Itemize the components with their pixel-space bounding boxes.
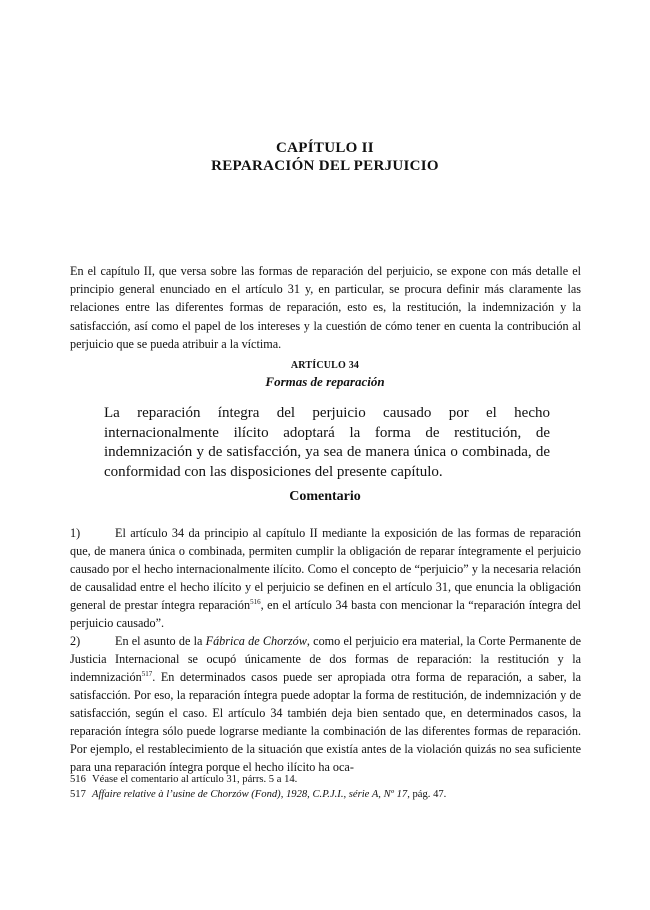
paragraph-text: , en el artículo 34 basta con mencionar la “reparación íntegra del perjuicio causado”. <box>70 598 582 630</box>
article-number: ARTÍCULO 34 <box>290 360 360 371</box>
commentary-paragraph-2 <box>70 632 581 776</box>
paragraph-text: El artículo 34 da principio al capítulo II mediante la exposición de las formas de reparación que, de manera única o combinada, permiten cumplir la obligación de reparar íntegramente el perjuicio causado por el hecho internacionalmente ilícito. Como el concepto de “perjuicio” y la necesaria relación de causalidad entre el hecho ilícito y el perjuicio se definen en el artículo 31, que enuncia la obligación general de prestar íntegra reparación <box>70 526 581 612</box>
footnote-ref[interactable]: 517 <box>141 669 153 678</box>
article-text: La reparación íntegra del perjuicio causado por el hecho internacionalmente ilícito adoptará la forma de restitución, de indemnización y de satisfacción, ya sea de manera única o combinada, de conformidad con las disposiciones del presente capítulo. <box>104 405 550 480</box>
paragraph-text: En el asunto de la <box>115 634 206 648</box>
paragraph-number: 1) <box>70 526 81 540</box>
paragraph-text: . En determinados casos puede ser apropiada otra forma de reparación, a saber, la satisfacción. Por eso, la reparación íntegra puede adoptar la forma de restitución, de indemnización y de satisfacción, según el caso. El artículo 34 también deja bien sentado que, en determinados casos, la reparación íntegra sólo puede lograrse mediante la combinación de las diferentes formas de reparación. Por ejemplo, el restablecimiento de la situación que existía antes de la violación quizás no sea suficiente para una reparación íntegra porque el hecho ilícito ha oca- <box>70 670 581 774</box>
footnote <box>70 772 581 787</box>
chapter-number: CAPÍTULO II <box>276 140 374 156</box>
article-title: Formas de reparación <box>265 374 385 389</box>
commentary-body <box>70 524 581 776</box>
commentary-heading: Comentario <box>289 489 361 504</box>
footnotes <box>70 772 581 802</box>
footnote-number: 516 <box>70 774 86 785</box>
paragraph-number: 2) <box>70 634 81 648</box>
case-name: Fábrica de Chorzów <box>205 634 307 648</box>
footnote-number: 517 <box>70 789 86 800</box>
footnote-text: Véase el comentario al artículo 31, párrs. 5 a 14. <box>92 774 298 785</box>
footnote-text: , pág. 47. <box>407 789 447 800</box>
intro-paragraph: En el capítulo II, que versa sobre las formas de reparación del perjuicio, se expone con más detalle el principio general enunciado en el artículo 31 y, en particular, se procura definir más claramente las relaciones entre las diferentes formas de reparación, esto es, la restitución, la indemnización y la satisfacción, así como el papel de los intereses y la cuestión de cómo tener en cuenta la contribución al perjuicio que se pueda atribuir a la víctima. <box>70 264 581 351</box>
footnote <box>70 787 581 802</box>
paragraph-text: , como el perjuicio era material, la Corte Permanente de Justicia Internacional se ocupó únicamente de dos formas de reparación: la restitución y la indemnización <box>70 634 581 684</box>
commentary-paragraph-1 <box>70 524 581 632</box>
chapter-title: REPARACIÓN DEL PERJUICIO <box>211 158 439 174</box>
footnote-ref[interactable]: 516 <box>250 597 261 606</box>
footnote-source: Affaire relative à l’usine de Chorzów (Fond), 1928, C.P.J.I., série A, Nº 17 <box>92 789 408 800</box>
